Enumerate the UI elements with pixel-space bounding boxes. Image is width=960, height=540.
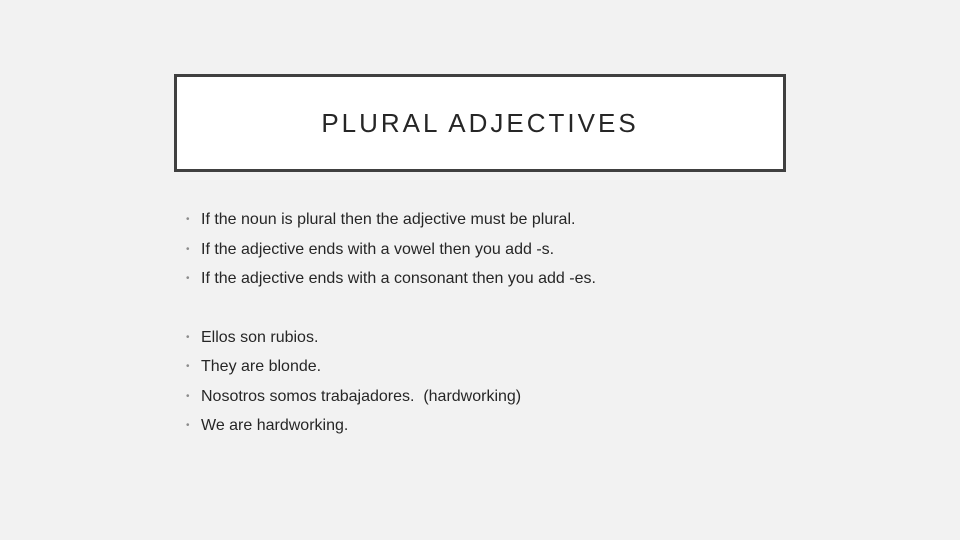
bullet-item-example-1 bbox=[186, 328, 318, 348]
bullet-item-example-4 bbox=[186, 416, 348, 436]
bullet-dot-icon: • bbox=[186, 391, 190, 402]
bullet-item-rule-1 bbox=[186, 210, 575, 230]
bullet-dot-icon: • bbox=[186, 273, 190, 284]
slide-title: PLURAL ADJECTIVES bbox=[321, 107, 639, 138]
bullet-text: Ellos son rubios. bbox=[201, 329, 319, 346]
bullet-dot-icon: • bbox=[186, 244, 190, 255]
bullet-item-rule-3 bbox=[186, 269, 596, 289]
bullet-dot-icon: • bbox=[186, 420, 190, 431]
bullet-dot-icon: • bbox=[186, 361, 190, 372]
bullet-dot-icon: • bbox=[186, 332, 190, 343]
title-box bbox=[174, 74, 786, 172]
bullet-text: We are hardworking. bbox=[201, 417, 349, 434]
bullet-item-example-2 bbox=[186, 357, 321, 377]
bullet-text: Nosotros somos trabajadores. (hardworking) bbox=[201, 388, 522, 405]
bullet-text: They are blonde. bbox=[201, 358, 322, 375]
bullet-item-rule-2 bbox=[186, 240, 554, 260]
bullet-text: If the noun is plural then the adjective must be plural. bbox=[201, 211, 576, 228]
bullet-item-example-3 bbox=[186, 387, 521, 407]
bullet-text: If the adjective ends with a vowel then you add -s. bbox=[201, 241, 555, 258]
bullet-text: If the adjective ends with a consonant then you add -es. bbox=[201, 270, 596, 287]
bullet-dot-icon: • bbox=[186, 214, 190, 225]
